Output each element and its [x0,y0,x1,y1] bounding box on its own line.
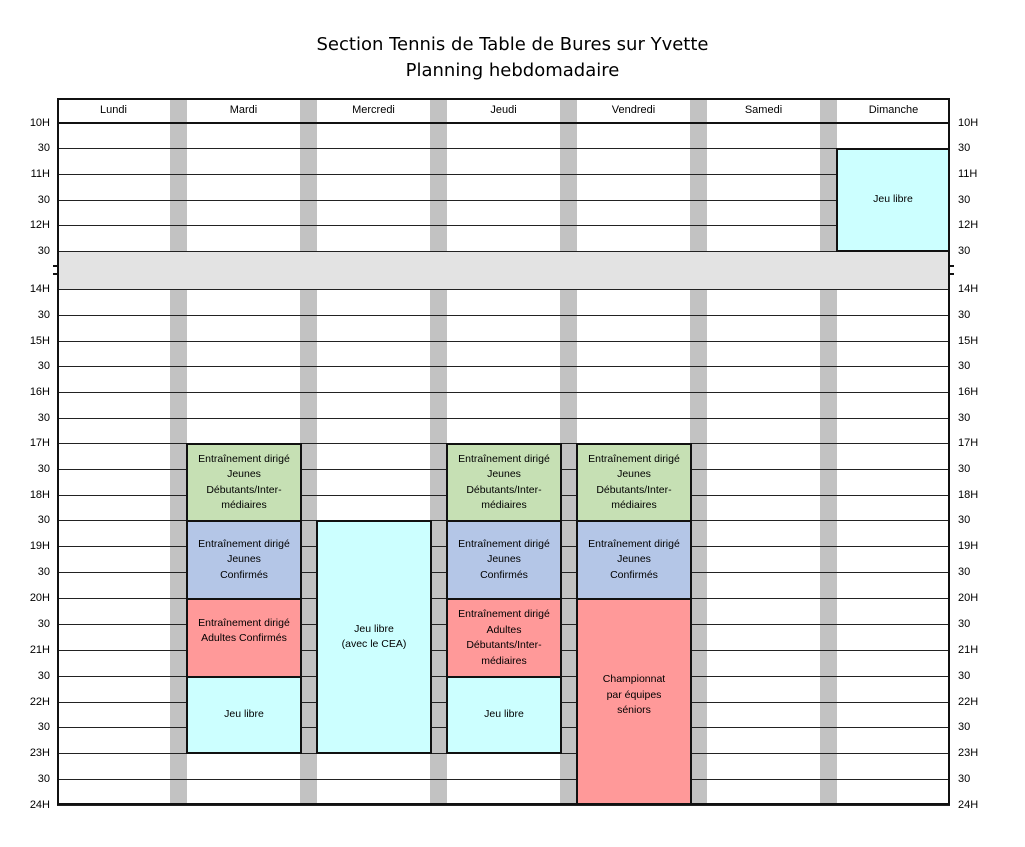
time-label: 19H [29,540,50,552]
day-header-jeudi: Jeudi [490,104,517,116]
time-label: 21H [29,644,50,656]
time-label: 14H [29,283,50,295]
event-label: Jeu libre [484,708,524,721]
time-label: 30 [958,670,971,682]
day-header-dimanche: Dimanche [868,104,919,116]
day-header-vendredi: Vendredi [611,104,656,116]
break-marker [950,262,954,276]
time-label: 30 [37,245,50,257]
time-label: 11H [30,168,50,180]
event-label: Jeu libre [224,708,264,721]
time-label: 18H [958,489,979,501]
event-block [186,520,302,600]
event-block [836,148,950,252]
event-label: Entraînement dirigé Jeunes Débutants/Inter- médiaires [458,452,550,511]
day-header-mercredi: Mercredi [352,104,395,116]
time-label: 20H [958,592,979,604]
time-label: 30 [958,360,971,372]
event-block [576,598,692,805]
time-label: 30 [37,514,50,526]
time-label: 30 [37,670,50,682]
time-label: 30 [37,566,50,578]
time-label: 30 [958,514,971,526]
event-block [446,676,562,754]
event-label: Entraînement dirigé Adultes Débutants/Inter- médiaires [458,608,550,667]
event-label: Entraînement dirigé Jeunes Débutants/Inter- médiaires [198,452,290,511]
time-label: 17H [958,437,979,449]
time-label: 30 [37,309,50,321]
time-label: 16H [958,386,979,398]
time-label: 22H [29,696,50,708]
time-label: 10H [958,117,979,129]
time-label: 30 [958,412,971,424]
time-label: 30 [958,618,971,630]
time-label: 12H [958,219,979,231]
event-block [576,520,692,600]
event-label: Entraînement dirigé Adultes Confirmés [198,616,290,644]
time-label: 21H [958,644,979,656]
time-label: 30 [958,194,971,206]
time-label: 30 [37,773,50,785]
time-label: 14H [958,283,979,295]
time-label: 16H [29,386,50,398]
title-line-2: Planning hebdomadaire [405,60,620,81]
time-label: 30 [37,142,50,154]
day-header-mardi: Mardi [229,104,258,116]
time-label: 30 [958,463,971,475]
time-label: 24H [958,799,979,811]
time-label: 30 [37,412,50,424]
time-label: 24H [29,799,50,811]
event-block [446,598,562,678]
day-header-samedi: Samedi [744,104,783,116]
event-block [576,443,692,522]
time-label: 17H [29,437,50,449]
event-label: Entraînement dirigé Jeunes Confirmés [588,537,680,581]
time-label: 10H [29,117,50,129]
time-label: 18H [29,489,50,501]
day-header-lundi: Lundi [100,104,127,116]
time-label: 23H [958,747,979,759]
time-label: 15H [958,335,979,347]
time-label: 30 [958,245,971,257]
time-label: 23H [29,747,50,759]
event-label: Entraînement dirigé Jeunes Débutants/Inter- médiaires [588,452,680,511]
event-label: Jeu libre (avec le CEA) [341,622,407,650]
event-block [446,520,562,600]
title-line-1: Section Tennis de Table de Bures sur Yvette [316,34,709,55]
time-label: 30 [958,142,971,154]
time-label: 30 [37,360,50,372]
event-label: Entraînement dirigé Jeunes Confirmés [458,537,550,581]
event-block [316,520,432,754]
event-label: Championnat par équipes séniors [602,673,666,717]
time-label: 30 [37,618,50,630]
event-block [446,443,562,522]
time-label: 30 [37,721,50,733]
event-label: Entraînement dirigé Jeunes Confirmés [198,537,290,581]
event-block [186,676,302,754]
time-label: 11H [958,168,978,180]
time-label: 30 [37,463,50,475]
time-label: 30 [958,721,971,733]
hour-line [57,805,950,806]
event-block [186,598,302,678]
time-label: 22H [958,696,979,708]
time-label: 12H [29,219,50,231]
time-label: 19H [958,540,979,552]
time-label: 30 [958,773,971,785]
event-label: Jeu libre [873,193,913,206]
time-label: 30 [958,309,971,321]
time-label: 30 [37,194,50,206]
time-label: 30 [958,566,971,578]
time-label: 15H [29,335,50,347]
event-block [186,443,302,522]
time-label: 20H [29,592,50,604]
